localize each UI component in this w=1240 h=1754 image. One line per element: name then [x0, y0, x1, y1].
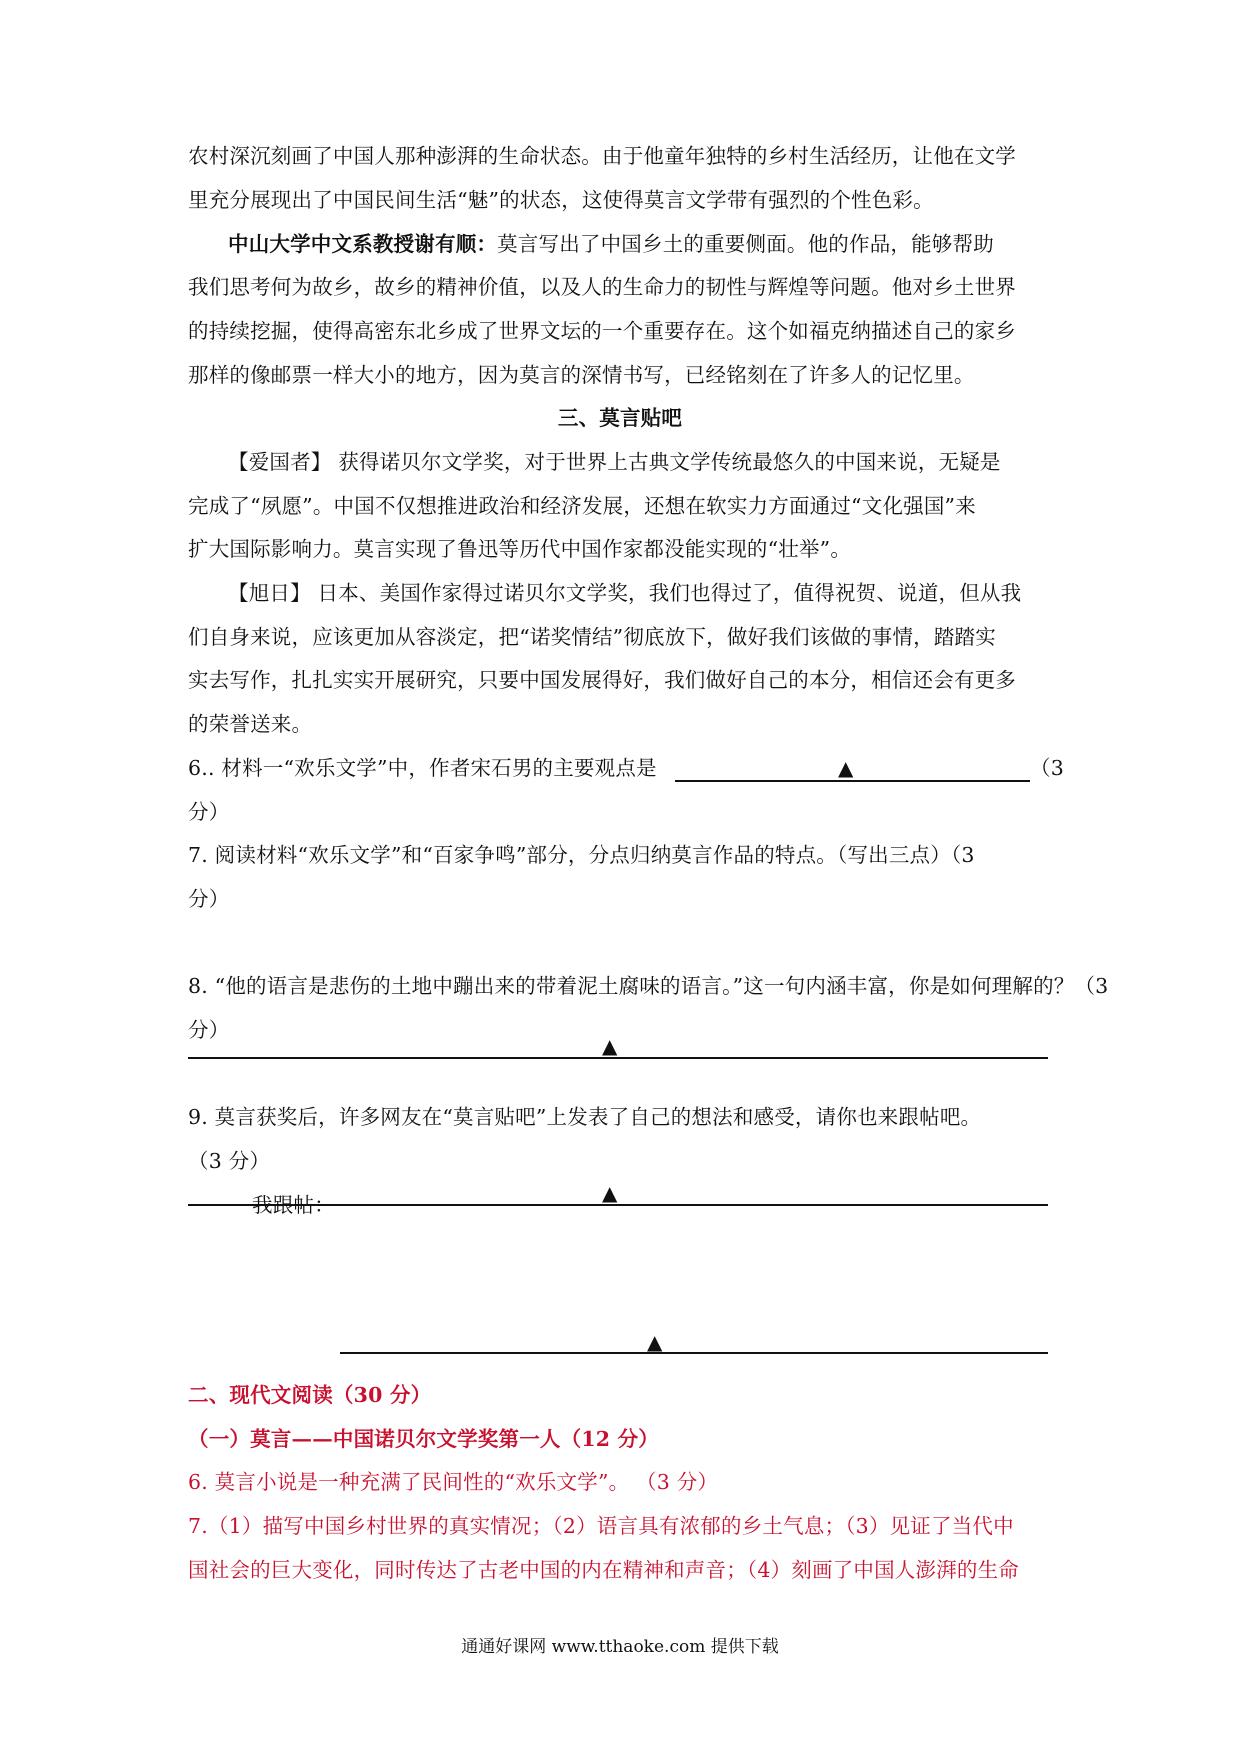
page-footer: 通通好课网 www.tthaoke.com 提供下载	[461, 1637, 779, 1657]
q8-triangle-marker: ▲	[602, 1181, 618, 1205]
q7-line-2: 分）	[188, 887, 230, 911]
xie-line-3: 的持续挖掘，使得高密东北乡成了世界文坛的一个重要存在。这个如福克纳描述自己的家乡	[188, 319, 1016, 343]
q6-answer-blank[interactable]	[675, 780, 1030, 782]
xuri-line-4: 的荣誉送来。	[188, 712, 313, 736]
xie-line-2: 我们思考何为故乡，故乡的精神价值，以及人的生命力的韧性与辉煌等问题。他对乡土世界	[188, 275, 1016, 299]
answers-heading: 二、现代文阅读（30 分）	[188, 1383, 432, 1407]
answer-7-line-2: 国社会的巨大变化，同时传达了古老中国的内在精神和声音；（4）刻画了中国人澎湃的生命	[188, 1558, 1019, 1582]
q8-line-1: 8. “他的语言是悲伤的土地中蹦出来的带着泥土腐味的语言。”这一句内涵丰富，你是如何理解的？（3	[188, 974, 1109, 998]
answers-subheading: （一）莫言——中国诺贝尔文学奖第一人（12 分）	[188, 1427, 659, 1451]
q6-triangle-marker: ▲	[838, 756, 854, 780]
xie-line-4: 那样的像邮票一样大小的地方，因为莫言的深情书写，已经铭刻在了许多人的记忆里。	[188, 363, 975, 387]
q9-line-2: （3 分）	[188, 1149, 271, 1173]
q9-triangle-marker: ▲	[647, 1330, 663, 1354]
q7-answer-blank[interactable]	[188, 1057, 1048, 1059]
answer-7-line-1: 7.（1）描写中国乡村世界的真实情况；（2）语言具有浓郁的乡土气息；（3）见证了当代中	[188, 1514, 1014, 1538]
xuri-line-3: 实去写作，扎扎实实开展研究，只要中国发展得好，我们做好自己的本分，相信还会有更多	[188, 668, 1016, 692]
patriot-line-2: 完成了“夙愿”。中国不仅想推进政治和经济发展，还想在软实力方面通过“文化强国”来	[188, 494, 976, 518]
xuri-line-2: 们自身来说，应该更加从容淡定，把“诺奖情结”彻底放下，做好我们该做的事情，踏踏实	[188, 625, 996, 649]
section3-title: 三、莫言贴吧	[557, 406, 683, 430]
intro-line-2: 里充分展现出了中国民间生活“魅”的状态，这使得莫言文学带有强烈的个性色彩。	[188, 188, 934, 212]
q7-triangle-marker: ▲	[602, 1034, 618, 1058]
q9-line-1: 9. 莫言获奖后，许多网友在“莫言贴吧”上发表了自己的想法和感受，请你也来跟帖吧。	[188, 1105, 982, 1129]
q6-line-2: 分）	[188, 800, 230, 824]
q8-line-2: 分）	[188, 1018, 230, 1042]
xie-line-1-rest: 莫言写出了中国乡土的重要侧面。他的作品，能够帮助	[497, 232, 994, 256]
patriot-line-3: 扩大国际影响力。莫言实现了鲁迅等历代中国作家都没能实现的“壮举”。	[188, 537, 852, 561]
answer-6: 6. 莫言小说是一种充满了民间性的“欢乐文学”。 （3 分）	[188, 1470, 719, 1494]
q7-line-1: 7. 阅读材料“欢乐文学”和“百家争鸣”部分，分点归纳莫言作品的特点。（写出三点）（3	[188, 843, 975, 867]
q6-score-tail: （3	[1030, 756, 1064, 780]
xie-speaker: 中山大学中文系教授谢有顺：	[228, 232, 498, 256]
q6-text: 6.. 材料一“欢乐文学”中，作者宋石男的主要观点是	[188, 756, 657, 780]
xuri-line-1: 【旭日】 日本、美国作家得过诺贝尔文学奖，我们也得过了，值得祝贺、说道，但从我	[228, 581, 1022, 605]
patriot-line-1: 【爱国者】 获得诺贝尔文学奖，对于世界上古典文学传统最悠久的中国来说，无疑是	[228, 450, 1001, 474]
q9-answer-blank[interactable]	[340, 1352, 1048, 1354]
xie-line-1	[228, 229, 1098, 259]
q9-label: 我跟帖：	[252, 1193, 335, 1217]
intro-line-1: 农村深沉刻画了中国人那种澎湃的生命状态。由于他童年独特的乡村生活经历，让他在文学	[188, 144, 1016, 168]
